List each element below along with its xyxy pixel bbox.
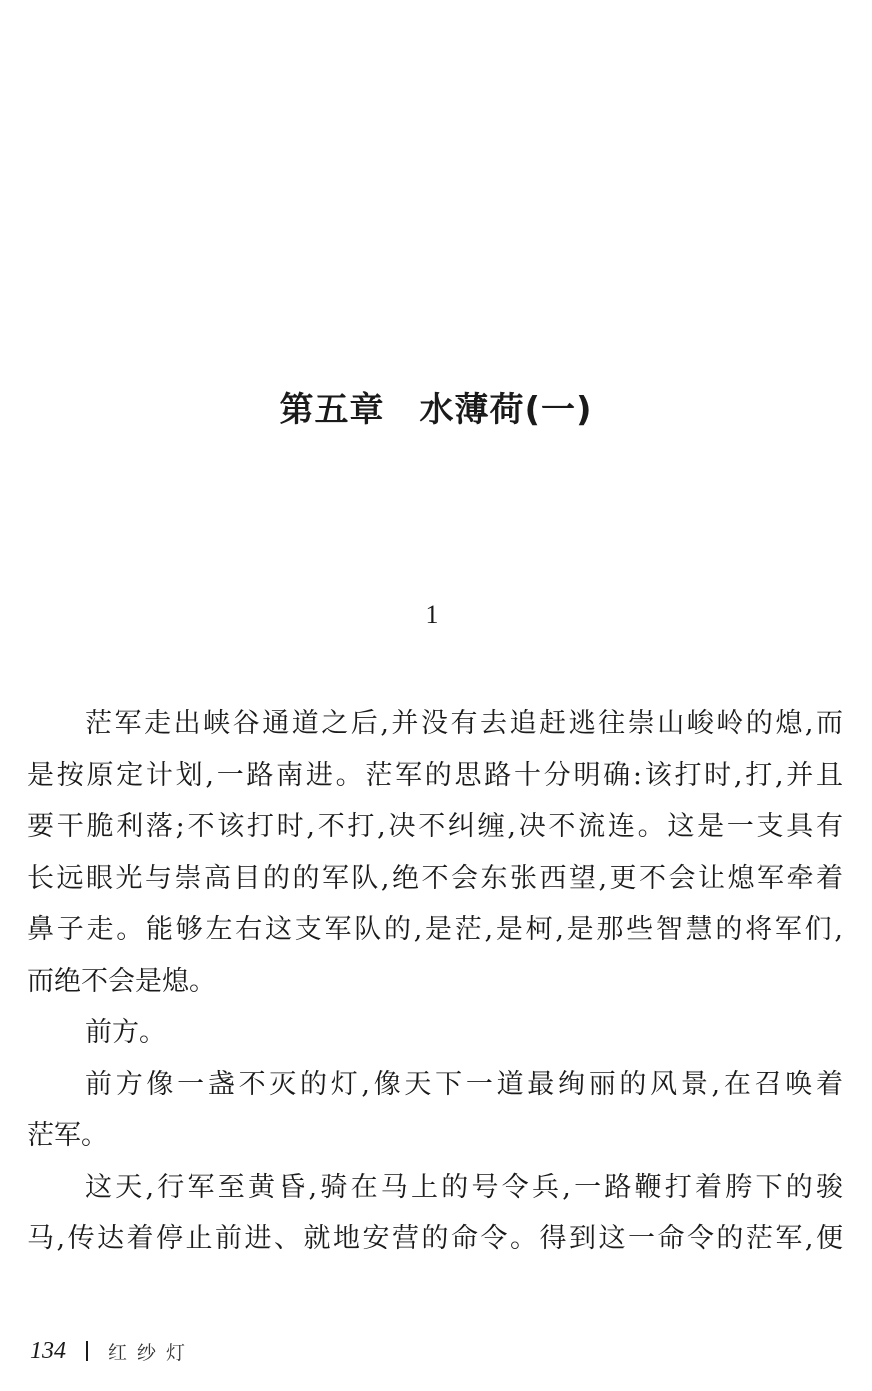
page-number: 134 — [30, 1337, 66, 1364]
body-text — [27, 698, 843, 1265]
footer-divider — [86, 1341, 88, 1361]
paragraph-line: 长远眼光与崇高目的的军队,绝不会东张西望,更不会让熄军牵着 — [27, 862, 843, 894]
paragraph-line: 前方。 — [85, 1017, 166, 1048]
paragraph-line: 马,传达着停止前进、就地安营的命令。得到这一命令的茫军,便 — [27, 1223, 843, 1254]
chapter-title: 第五章 水薄荷(一) — [279, 390, 593, 430]
paragraph-line: 茫军。 — [27, 1120, 108, 1151]
running-book-title: 红纱灯 — [108, 1341, 196, 1364]
page-footer — [30, 1334, 195, 1368]
paragraph-line: 要干脆利落;不该打时,不打,决不纠缠,决不流连。这是一支具有 — [27, 811, 843, 842]
paragraph-line: 是按原定计划,一路南进。茫军的思路十分明确:该打时,打,并且 — [27, 759, 843, 791]
paragraph-line: 而绝不会是熄。 — [27, 965, 216, 997]
paragraph-line: 鼻子走。能够左右这支军队的,是茫,是柯,是那些智慧的将军们, — [27, 914, 843, 945]
section-number: 1 — [425, 600, 439, 629]
paragraph-line: 前方像一盏不灭的灯,像天下一道最绚丽的风景,在召唤着 — [85, 1068, 843, 1100]
paragraph-line: 茫军走出峡谷通道之后,并没有去追赶逃往崇山峻岭的熄,而 — [85, 708, 843, 739]
paragraph-line: 这天,行军至黄昏,骑在马上的号令兵,一路鞭打着胯下的骏 — [85, 1171, 843, 1203]
